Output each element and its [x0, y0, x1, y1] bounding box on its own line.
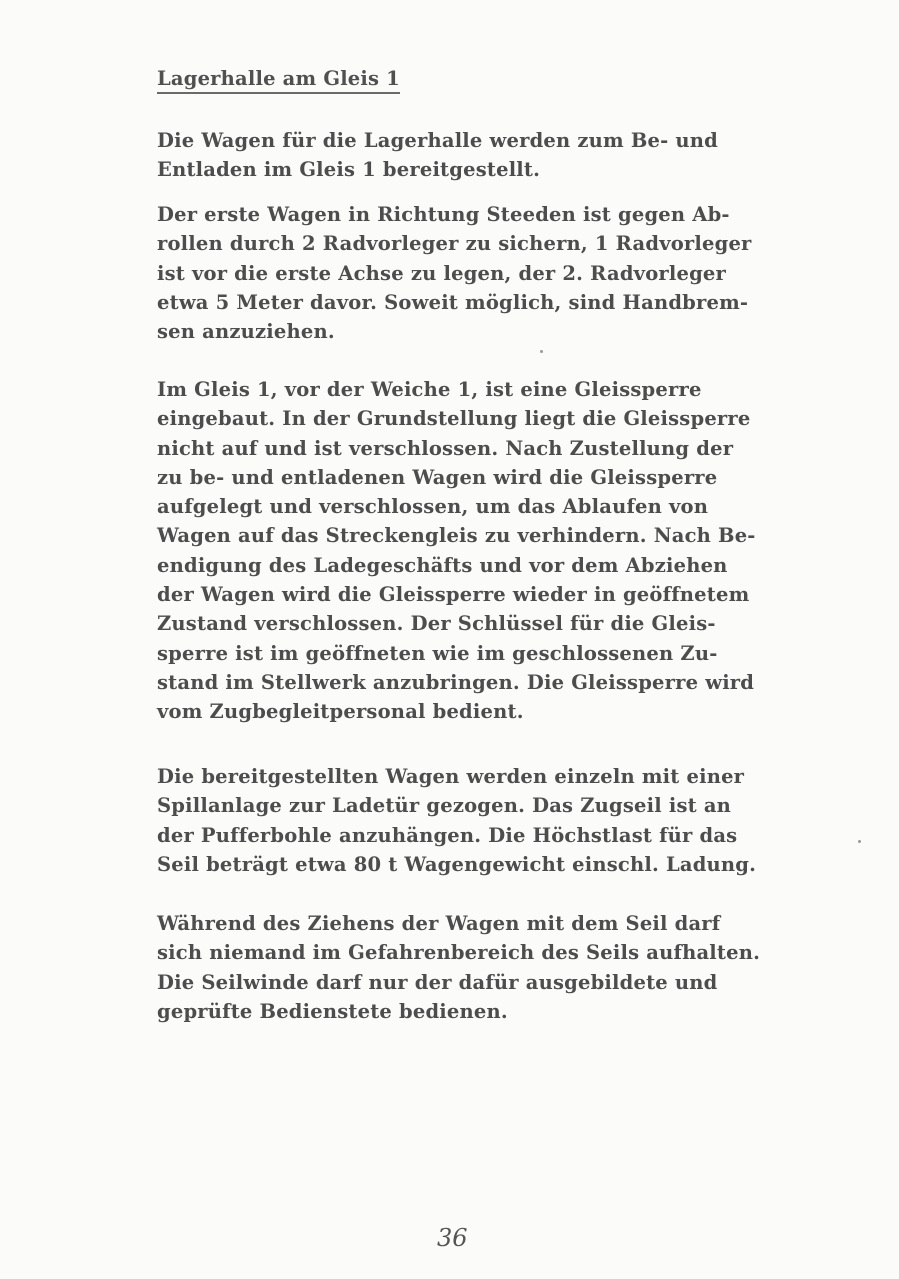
paragraph-line: sen anzuziehen.: [157, 320, 335, 344]
page-number: 36: [437, 1224, 468, 1252]
paragraph-line: vom Zugbegleitpersonal bedient.: [157, 700, 524, 724]
paragraph-2: [157, 200, 752, 346]
paragraph-line: sich niemand im Gefahrenbereich des Seils aufhalten.: [157, 941, 761, 965]
paragraph-line: Die Seilwinde darf nur der dafür ausgebildete und: [157, 970, 718, 994]
paragraph-line: stand im Stellwerk anzubringen. Die Gleissperre wird: [157, 670, 755, 694]
paragraph-line: Der erste Wagen in Richtung Steeden ist gegen Ab-: [157, 203, 730, 226]
paragraph-line: sperre ist im geöffneten wie im geschlossenen Zu-: [157, 641, 718, 665]
page-heading: Lagerhalle am Gleis 1: [157, 66, 400, 94]
paragraph-line: Wagen auf das Streckengleis zu verhindern. Nach Be-: [157, 524, 756, 548]
paragraph-5: [157, 909, 760, 1026]
paragraph-line: Die Wagen für die Lagerhalle werden zum Be- und: [157, 129, 719, 152]
paragraph-line: Die bereitgestellten Wagen werden einzeln mit einer: [157, 765, 745, 788]
paragraph-line: endigung des Ladegeschäfts und vor dem Abziehen: [157, 553, 728, 577]
paragraph-line: Spillanlage zur Ladetür gezogen. Das Zugseil ist an: [157, 794, 732, 818]
paragraph-line: ist vor die erste Achse zu legen, der 2. Radvorleger: [157, 261, 726, 285]
paragraph-1: [157, 126, 718, 185]
paragraph-line: Seil beträgt etwa 80 t Wagengewicht einschl. Ladung.: [157, 852, 757, 876]
paragraph-line: eingebaut. In der Grundstellung liegt die Gleissperre: [157, 407, 751, 431]
paragraph-line: aufgelegt und verschlossen, um das Ablaufen von: [157, 495, 709, 519]
paper-speck: [540, 350, 543, 353]
paragraph-line: etwa 5 Meter davor. Soweit möglich, sind Handbrem-: [157, 290, 749, 314]
paragraph-3: [157, 375, 756, 727]
paper-speck: [858, 840, 861, 843]
paragraph-line: Im Gleis 1, vor der Weiche 1, ist eine Gleissperre: [157, 378, 702, 401]
paragraph-line: Während des Ziehens der Wagen mit dem Seil darf: [157, 912, 721, 935]
paragraph-line: Entladen im Gleis 1 bereitgestellt.: [157, 158, 541, 182]
paragraph-line: zu be- und entladenen Wagen wird die Gleissperre: [157, 465, 718, 489]
paragraph-line: geprüfte Bedienstete bedienen.: [157, 999, 508, 1023]
paragraph-line: Zustand verschlossen. Der Schlüssel für die Gleis-: [157, 612, 716, 636]
paragraph-line: der Wagen wird die Gleissperre wieder in geöffnetem: [157, 583, 750, 607]
paragraph-line: nicht auf und ist verschlossen. Nach Zustellung der: [157, 436, 734, 460]
paragraph-line: der Pufferbohle anzuhängen. Die Höchstlast für das: [157, 823, 738, 847]
paragraph-4: [157, 762, 756, 879]
paragraph-line: rollen durch 2 Radvorleger zu sichern, 1 Radvorleger: [157, 232, 752, 256]
